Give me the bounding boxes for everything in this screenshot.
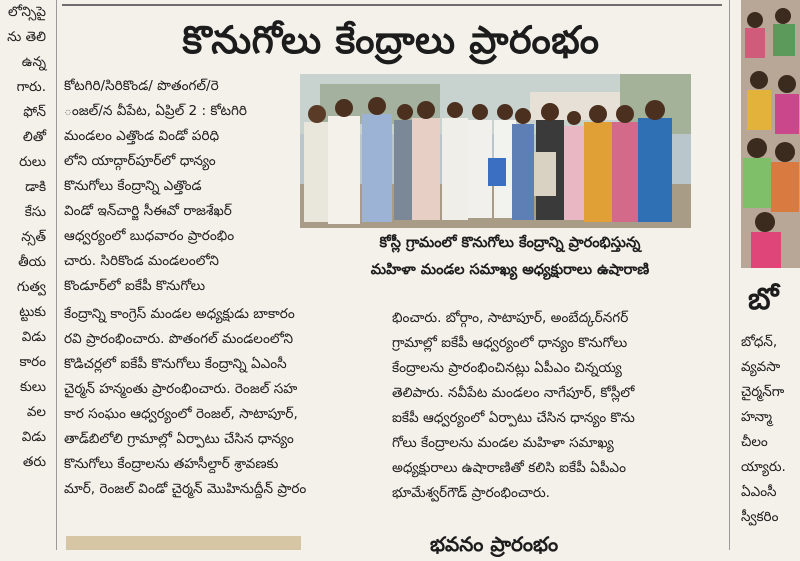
right-column-line: చైర్మన్‌గా <box>741 384 785 400</box>
left-column-line: గుత్వ <box>16 279 46 295</box>
article-line: ఆధ్వర్యంలో బుధవారం ప్రారంభిం <box>64 228 235 244</box>
left-column-line: లితో <box>22 129 46 145</box>
article-line: చైర్మన్ హన్మంతు ప్రారంభించారు. రెంజల్ సహ <box>64 381 298 397</box>
article-line: విండో ఇన్‌చార్జి సీఈవో రాజశేఖర్ <box>64 203 232 219</box>
article-line: కొనుగోలు కేంద్రాలను తహసీల్దార్ శ్రావణకు <box>64 456 279 472</box>
article-line: కార సంఘం ఆధ్వర్యంలో రెంజల్, సాటాపూర్, <box>64 406 298 422</box>
right-column-heading: బో <box>748 282 779 317</box>
left-column-line: విడు <box>21 329 46 345</box>
article-line: భించారు. బోర్గాం, సాటాపూర్, అంబేద్కర్‌నగర్ <box>392 310 629 326</box>
left-column-line: గారు. <box>16 79 46 95</box>
right-column-line: హన్మా <box>741 409 772 425</box>
article-line: తెలిపారు. నవీపేట మండలం నాగేపూర్, కోస్లీలో <box>392 385 635 401</box>
right-adjacent-photo <box>741 0 800 268</box>
left-column-line: కేసు <box>24 204 46 220</box>
right-column-line: య్యారు. <box>741 459 786 475</box>
article-line: చారు. సిరికొండ మండలంలోని <box>64 253 219 269</box>
article-line: కొండూర్‌లో ఐకేపీ కొనుగోలు <box>64 278 206 294</box>
article-line: అధ్యక్షురాలు ఉషారాణితో కలిసి ఐకేపీ ఏపీఎం <box>392 460 626 476</box>
right-column-line: వ్యవసా <box>741 359 781 375</box>
left-column-line: తీయ <box>18 254 46 270</box>
article-line: గ్రామాల్లో ఐకేపీ ఆధ్వర్యంలో ధాన్యం కొనుగోలు <box>392 335 628 351</box>
left-column-line: డాకి <box>25 179 46 195</box>
left-column-line: ట్టుకు <box>19 304 46 320</box>
top-rule <box>62 4 722 6</box>
left-column-line: ను తెలి <box>7 29 46 45</box>
caption-line-2: మహిళా మండల సమాఖ్య అధ్యక్షురాలు ఉషారాణి <box>370 262 650 278</box>
article-line: లోని యాద్గార్‌పూర్‌లో ధాన్యం <box>64 153 216 169</box>
article-line: కేంద్రాలను ప్రారంభించినట్లు ఏపీఎం చిన్నయ్య <box>392 360 622 376</box>
left-column-line: కులు <box>20 379 46 395</box>
article-line: గోలు కేంద్రాలను మండల మహిళా సమాఖ్య <box>392 435 614 451</box>
left-column-line: ఉన్న <box>21 54 46 70</box>
crowd-photo-image <box>741 0 800 268</box>
right-column-line: చీలం <box>741 434 768 450</box>
article-line: మార్, రెంజల్ విండో చైర్మన్ మొహినుద్దీన్ ప్రారం <box>64 481 307 497</box>
article-line: కొనుగోలు కేంద్రాన్ని ఎత్తొండ <box>64 178 202 194</box>
bottom-photo-thumbnail <box>66 536 301 550</box>
right-column-line: బోధన్, <box>741 334 778 350</box>
photo-caption <box>320 230 700 290</box>
left-column-line: ఫోన్ <box>23 104 46 120</box>
article-line: కేంద్రాన్ని కాంగ్రెస్ మండల అధ్యక్షుడు బాకారం <box>64 306 295 322</box>
article-column-left-top <box>64 74 296 299</box>
left-column-line: లోన్సిపై <box>7 4 46 20</box>
article-headline: కొనుగోలు కేంద్రాలు ప్రారంభం <box>182 18 600 62</box>
left-column-line: న్సత్ <box>21 229 46 245</box>
article-line: మండలం ఎత్తొండ విండో పరిధి <box>64 128 220 144</box>
left-adjacent-column <box>0 0 52 550</box>
left-column-line: తరు <box>22 454 46 470</box>
article-photo <box>300 74 691 228</box>
left-column-line: విడు <box>21 429 46 445</box>
left-column-line: రులు <box>19 154 46 170</box>
caption-line-1: కోస్లీ గ్రామంలో కొనుగోలు కేంద్రాన్ని ప్రారంభిస్తున్న <box>379 235 641 251</box>
article-line: ంజల్/న వీపేట, ఏప్రిల్ 2 : కోటగిరి <box>64 103 247 119</box>
article-column-middle <box>64 302 382 502</box>
left-column-line: కారం <box>19 354 46 370</box>
right-column-line: స్వీకరిం <box>741 509 779 525</box>
left-column-line: వల <box>26 404 46 420</box>
column-divider-right <box>729 0 730 550</box>
bottom-article-heading: భవనం ప్రారంభం <box>430 532 559 556</box>
article-line: ఐకేపీ ఆధ్వర్యంలో ఏర్పాటు చేసిన ధాన్యం కొను <box>392 410 635 426</box>
article-line: కోటగిరి/సిరికొండ/ పొతంగల్/రె <box>64 78 219 94</box>
article-line: కొడిచర్లలో ఐకేపీ కొనుగోలు కేంద్రాన్ని ఏఎంసీ <box>64 356 287 372</box>
column-divider-left <box>56 0 57 550</box>
article-line: రవి ప్రారంభించారు. పొతంగల్ మండలంలోని <box>64 331 294 347</box>
right-column-line: ఏఎంసీ <box>741 484 777 500</box>
right-column-body <box>741 330 800 530</box>
group-photo-image <box>300 74 691 228</box>
article-column-right <box>392 306 712 506</box>
article-line: భూమేశ్వర్‌గౌడ్ ప్రారంభించారు. <box>392 485 550 501</box>
article-line: తాడ్‌బిలోలి గ్రామాల్లో ఏర్పాటు చేసిన ధాన్యం <box>64 431 294 447</box>
